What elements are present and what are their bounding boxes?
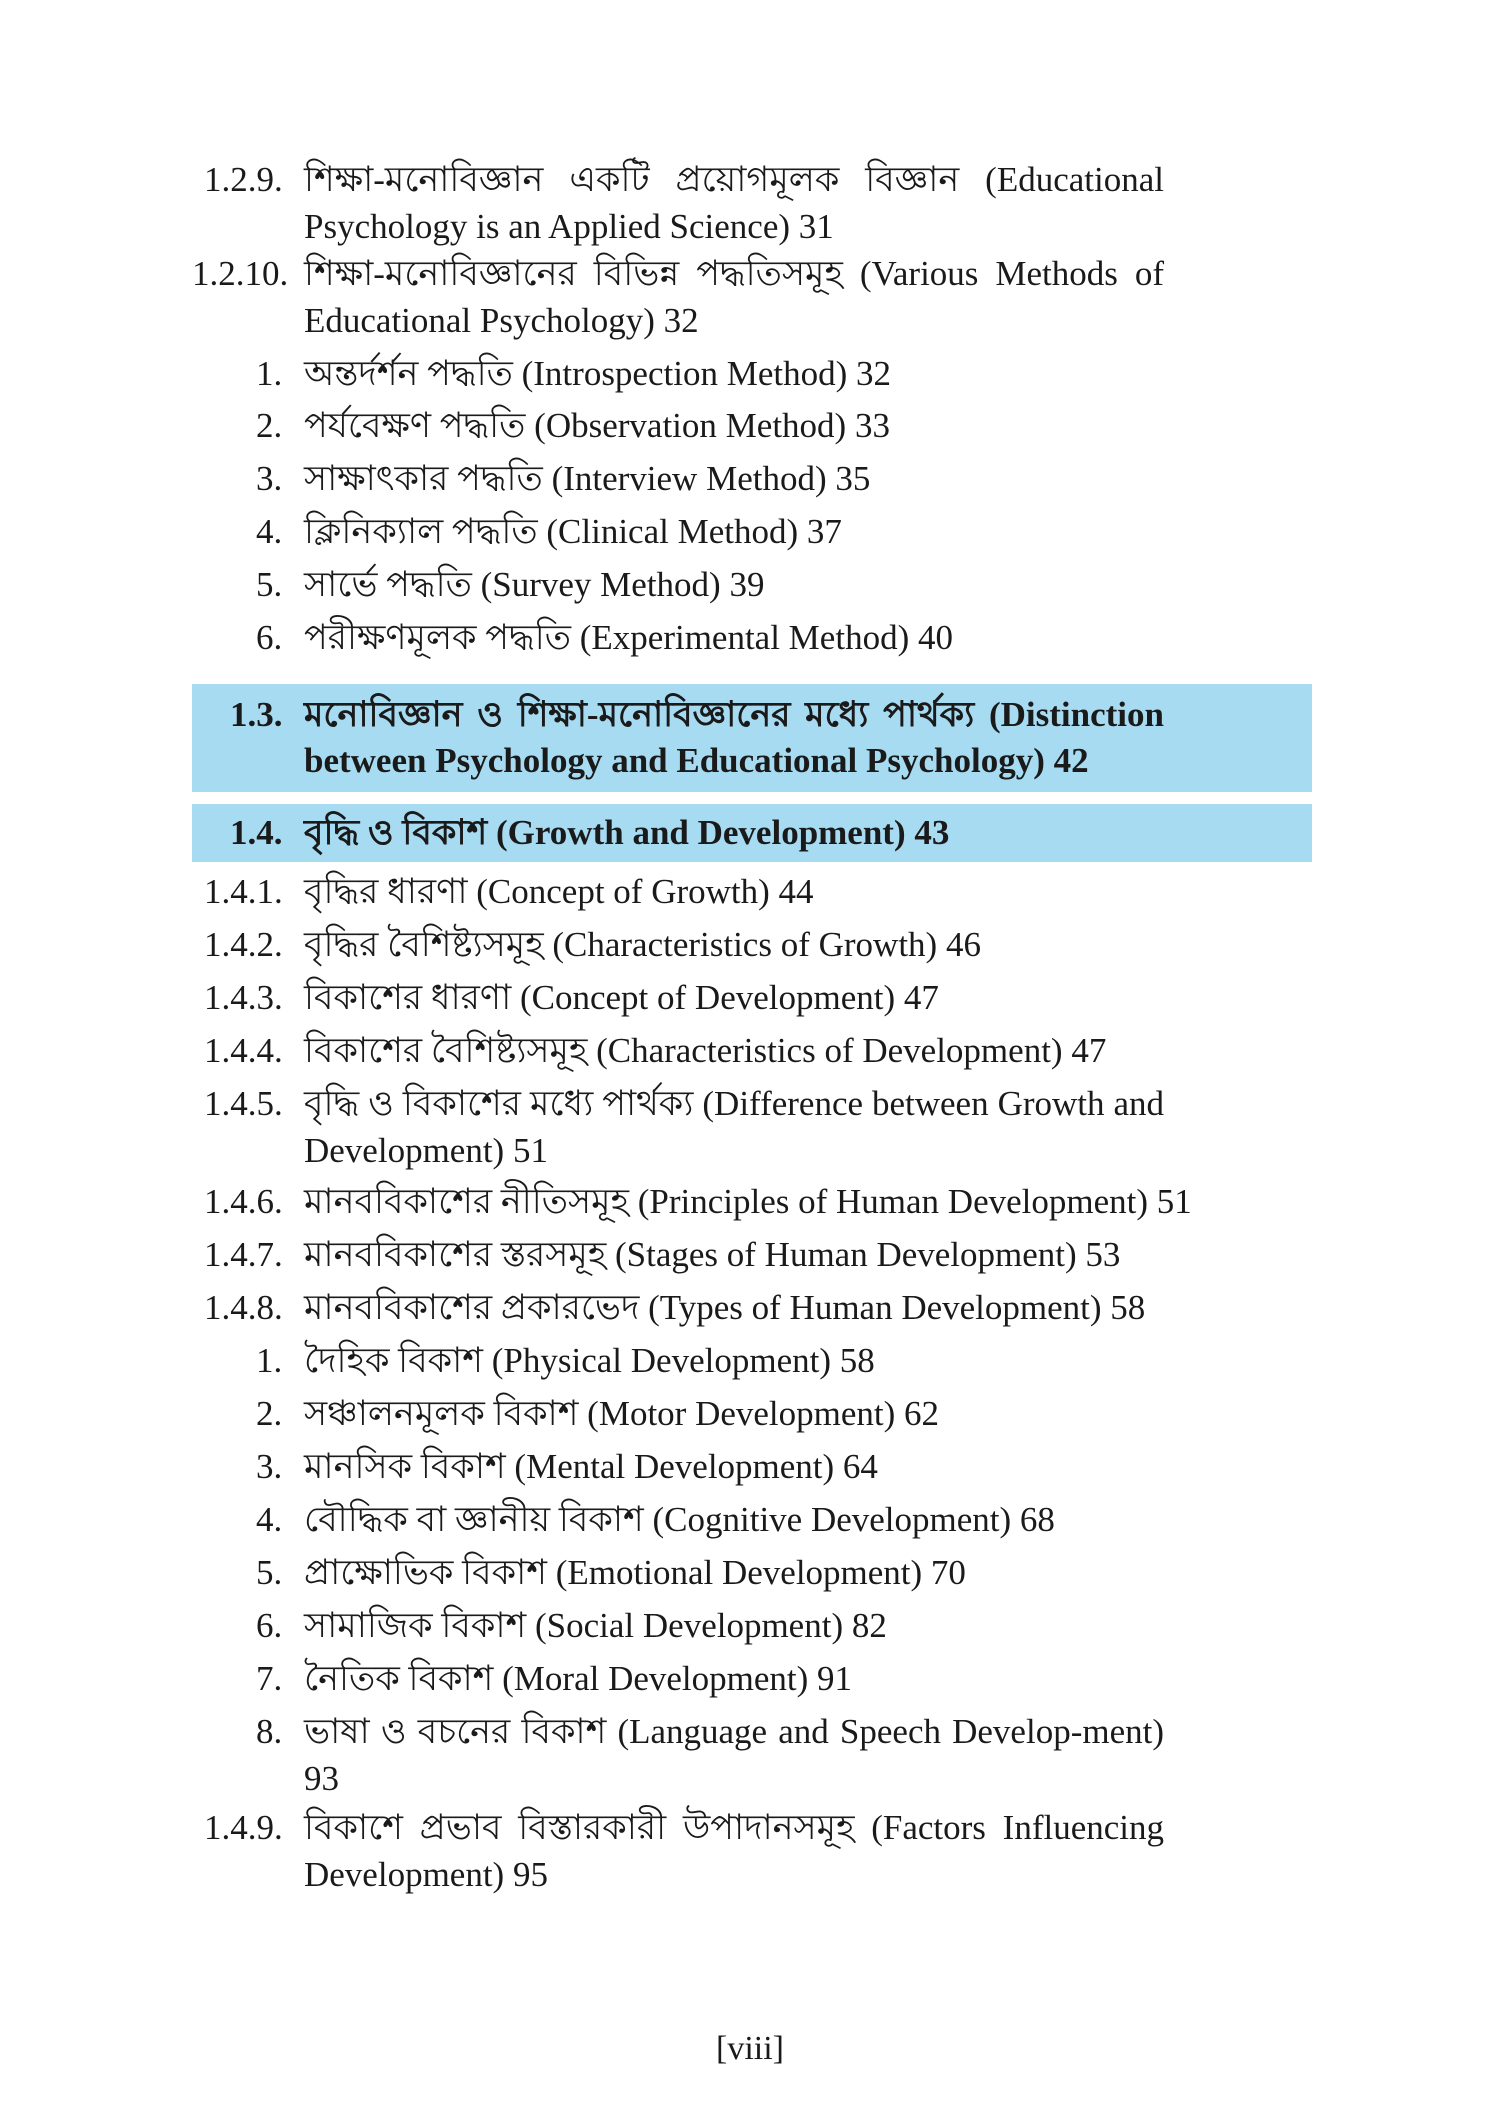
- toc-entry-number: 1.2.9.: [204, 160, 283, 199]
- toc-entry-number: 1.4.7.: [204, 1235, 283, 1274]
- toc-subentry-development-6: [192, 1602, 1322, 1655]
- toc-entry-text: অন্তর্দর্শন পদ্ধতি (Introspection Method) 32: [304, 354, 891, 393]
- toc-entry-number: 6.: [256, 618, 283, 657]
- toc-entry-1-4-6: [192, 1178, 1322, 1231]
- toc-subentry-development-4: [192, 1496, 1322, 1549]
- toc-section-heading: বৃদ্ধি ও বিকাশ (Growth and Development) 43: [304, 813, 950, 852]
- toc-entry-number: 5.: [256, 1553, 283, 1592]
- toc-entry-text: সঞ্চালনমূলক বিকাশ (Motor Development) 62: [304, 1394, 940, 1433]
- toc-entry-text: ভাষা ও বচনের বিকাশ (Language and Speech Develop-ment) 93: [304, 1712, 1164, 1798]
- toc-entry-1-4-9: [192, 1804, 1322, 1898]
- toc-subentry-development-7: [192, 1655, 1322, 1708]
- toc-entry-text: বৃদ্ধির ধারণা (Concept of Growth) 44: [304, 872, 814, 911]
- toc-subentry-development-2: [192, 1390, 1322, 1443]
- toc-entry-text: পর্যবেক্ষণ পদ্ধতি (Observation Method) 33: [304, 406, 890, 445]
- toc-entry-text: নৈতিক বিকাশ (Moral Development) 91: [304, 1659, 853, 1698]
- toc-entry-text: শিক্ষা-মনোবিজ্ঞান একটি প্রয়োগমূলক বিজ্ঞান (Educational Psychology is an Applied Science) 31: [304, 160, 1164, 246]
- toc-subentry-method-5: [192, 561, 1322, 614]
- toc-subentry-development-5: [192, 1549, 1322, 1602]
- table-of-contents: [192, 156, 1322, 1898]
- toc-entry-number: 1.4.2.: [204, 925, 283, 964]
- toc-entry-1-4-1: [192, 868, 1322, 921]
- toc-entry-text: প্রাক্ষোভিক বিকাশ (Emotional Development) 70: [304, 1553, 966, 1592]
- toc-section-number: 1.3.: [230, 695, 283, 734]
- toc-entry-1-4-3: [192, 974, 1322, 1027]
- toc-entry-number: 1.4.1.: [204, 872, 283, 911]
- toc-entry-text: বৃদ্ধির বৈশিষ্ট্যসমূহ (Characteristics of Growth) 46: [304, 925, 981, 964]
- toc-entry-number: 3.: [256, 459, 283, 498]
- toc-entry-number: 7.: [256, 1659, 283, 1698]
- toc-section-1-3: [192, 684, 1312, 792]
- toc-entry-text: মানসিক বিকাশ (Mental Development) 64: [304, 1447, 878, 1486]
- toc-entry-number: 1.4.4.: [204, 1031, 283, 1070]
- toc-entry-text: দৈহিক বিকাশ (Physical Development) 58: [304, 1341, 875, 1380]
- toc-entry-1-2-10: [192, 250, 1322, 344]
- toc-entry-text: ক্লিনিক্যাল পদ্ধতি (Clinical Method) 37: [304, 512, 842, 551]
- toc-subentry-method-4: [192, 508, 1322, 561]
- toc-entry-text: পরীক্ষণমূলক পদ্ধতি (Experimental Method) 40: [304, 618, 953, 657]
- toc-entry-1-2-9: [192, 156, 1322, 250]
- toc-entry-text: মানববিকাশের প্রকারভেদ (Types of Human Development) 58: [304, 1288, 1146, 1327]
- toc-entry-1-4-7: [192, 1231, 1322, 1284]
- toc-entry-number: 2.: [256, 1394, 283, 1433]
- toc-entry-text: সাক্ষাৎকার পদ্ধতি (Interview Method) 35: [304, 459, 871, 498]
- toc-subentry-development-1: [192, 1337, 1322, 1390]
- toc-entry-1-4-8: [192, 1284, 1322, 1337]
- toc-entry-text: বিকাশের ধারণা (Concept of Development) 47: [304, 978, 939, 1017]
- toc-entry-number: 1.4.9.: [204, 1808, 283, 1847]
- toc-entry-number: 4.: [256, 1500, 283, 1539]
- toc-entry-number: 4.: [256, 512, 283, 551]
- toc-subentry-method-1: [192, 350, 1322, 402]
- toc-entry-number: 1.4.5.: [204, 1084, 283, 1123]
- toc-entry-number: 1.2.10.: [192, 254, 289, 293]
- toc-entry-text: বিকাশের বৈশিষ্ট্যসমূহ (Characteristics of Development) 47: [304, 1031, 1107, 1070]
- toc-section-heading: মনোবিজ্ঞান ও শিক্ষা-মনোবিজ্ঞানের মধ্যে পার্থক্য (Distinction between Psychology and Educational Psychology) 42: [304, 695, 1164, 780]
- toc-entry-number: 1.: [256, 354, 283, 393]
- toc-entry-1-4-2: [192, 921, 1322, 974]
- toc-entry-1-4-5: [192, 1080, 1322, 1178]
- toc-subentry-development-3: [192, 1443, 1322, 1496]
- toc-entry-number: 1.4.8.: [204, 1288, 283, 1327]
- toc-entry-number: 2.: [256, 406, 283, 445]
- toc-subentry-method-3: [192, 455, 1322, 508]
- toc-subentry-development-8: [192, 1708, 1322, 1804]
- toc-entry-1-4-4: [192, 1027, 1322, 1080]
- toc-entry-text: মানববিকাশের নীতিসমূহ (Principles of Human Development) 51: [304, 1182, 1192, 1221]
- toc-entry-text: সামাজিক বিকাশ (Social Development) 82: [304, 1606, 887, 1645]
- toc-entry-text: বৃদ্ধি ও বিকাশের মধ্যে পার্থক্য (Difference between Growth and Development) 51: [304, 1084, 1164, 1170]
- toc-entry-number: 6.: [256, 1606, 283, 1645]
- toc-subentry-method-6: [192, 614, 1322, 666]
- toc-entry-number: 5.: [256, 565, 283, 604]
- toc-section-1-4: [192, 804, 1312, 862]
- toc-entry-number: 1.4.6.: [204, 1182, 283, 1221]
- toc-entry-text: বৌদ্ধিক বা জ্ঞানীয় বিকাশ (Cognitive Development) 68: [304, 1500, 1055, 1539]
- toc-entry-number: 3.: [256, 1447, 283, 1486]
- toc-entry-number: 1.: [256, 1341, 283, 1380]
- toc-entry-number: 1.4.3.: [204, 978, 283, 1017]
- toc-entry-text: শিক্ষা-মনোবিজ্ঞানের বিভিন্ন পদ্ধতিসমূহ (Various Methods of Educational Psychology) 32: [304, 254, 1164, 340]
- toc-entry-text: বিকাশে প্রভাব বিস্তারকারী উপাদানসমূহ (Factors Influencing Development) 95: [304, 1808, 1164, 1894]
- page-number: [viii]: [716, 2030, 784, 2067]
- toc-entry-text: সার্ভে পদ্ধতি (Survey Method) 39: [304, 565, 765, 604]
- toc-entry-text: মানববিকাশের স্তরসমূহ (Stages of Human Development) 53: [304, 1235, 1121, 1274]
- toc-section-number: 1.4.: [230, 813, 283, 852]
- toc-entry-number: 8.: [256, 1712, 283, 1751]
- toc-subentry-method-2: [192, 402, 1322, 455]
